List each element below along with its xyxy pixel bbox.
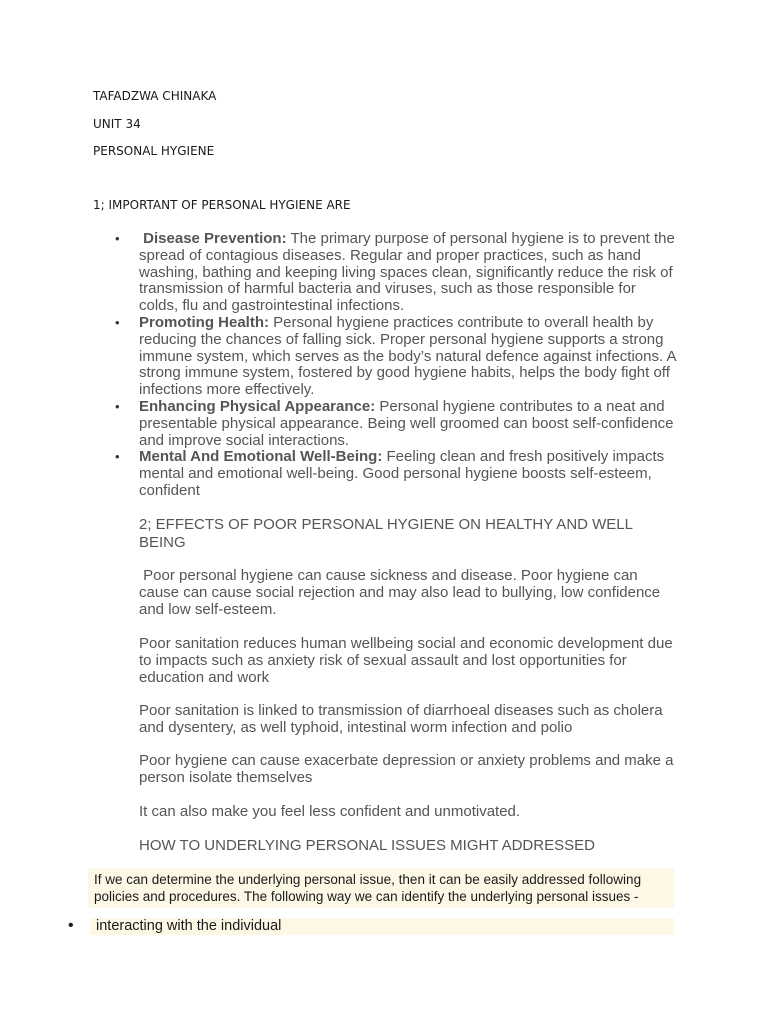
list-item [139, 315, 677, 399]
list-item [139, 449, 677, 499]
effects-paragraph-2: Poor sanitation reduces human wellbeing social and economic development due to impacts such as anxiety risk of sexual assault and lost opportunities for education and work [139, 635, 673, 686]
subject-title: PERSONAL HYGIENE [93, 144, 215, 158]
list-item-title: Disease Prevention: [139, 230, 287, 247]
list-item [139, 399, 677, 449]
list-item-text: Personal hygiene contributes to a neat and presentable physical appearance. Being well groomed can boost self-confidence and improve social interactions. [139, 397, 674, 449]
importance-list [139, 231, 677, 500]
list-item [68, 917, 674, 935]
list-item-text: interacting with the individual [96, 918, 282, 934]
section2-heading: 2; EFFECTS OF POOR PERSONAL HYGIENE ON HEALTHY AND WELL BEING [139, 516, 633, 551]
unit-label: UNIT 34 [93, 117, 141, 131]
author-name: TAFADZWA CHINAKA [93, 89, 217, 103]
effects-paragraph-3: Poor sanitation is linked to transmission of diarrhoeal diseases such as cholera and dysentery, as well typhoid, intestinal worm infection and polio [139, 702, 663, 736]
list-item-text: Feeling clean and fresh positively impacts mental and emotional well-being. Good personal hygiene boosts self-esteem, confident [139, 448, 665, 499]
list-item-text: Personal hygiene practices contribute to overall health by reducing the chances of falling sick. Proper personal hygiene supports a strong immune system, which serves as the body’s natural defence against infections. A strong immune system, fostered by good hygiene habits, helps the body fight off infections more effectively. [139, 313, 676, 399]
list-item [139, 231, 677, 315]
list-item-text: The primary purpose of personal hygiene is to prevent the spread of contagious diseases. Regular and proper practices, such as hand washing, bathing and keeping living spaces clean, significantly reduce the risk of transmission of harmful bacteria and viruses, such as those responsible for colds, flu and gastrointestinal infections. [139, 230, 675, 315]
bullet-icon: • [68, 917, 74, 934]
section3-heading: HOW TO UNDERLYING PERSONAL ISSUES MIGHT ADDRESSED [139, 837, 595, 854]
section1-heading: 1; IMPORTANT OF PERSONAL HYGIENE ARE [93, 198, 351, 212]
effects-paragraph-4: Poor hygiene can cause exacerbate depression or anxiety problems and make a person isolate themselves [139, 752, 674, 786]
effects-paragraph-1: Poor personal hygiene can cause sickness and disease. Poor hygiene can cause can cause social rejection and may also lead to bullying, low confidence and low self-esteem. [139, 567, 665, 618]
effects-paragraph-5: It can also make you feel less confident and unmotivated. [139, 803, 521, 820]
section3-intro: If we can determine the underlying personal issue, then it can be easily addressed following policies and procedures. The following way we can identify the underlying personal issues - [88, 868, 674, 908]
list-item-title: Enhancing Physical Appearance: [139, 397, 376, 415]
list-item-title: Promoting Health: [139, 313, 269, 331]
list-item-title: Mental And Emotional Well-Being: [139, 448, 383, 466]
